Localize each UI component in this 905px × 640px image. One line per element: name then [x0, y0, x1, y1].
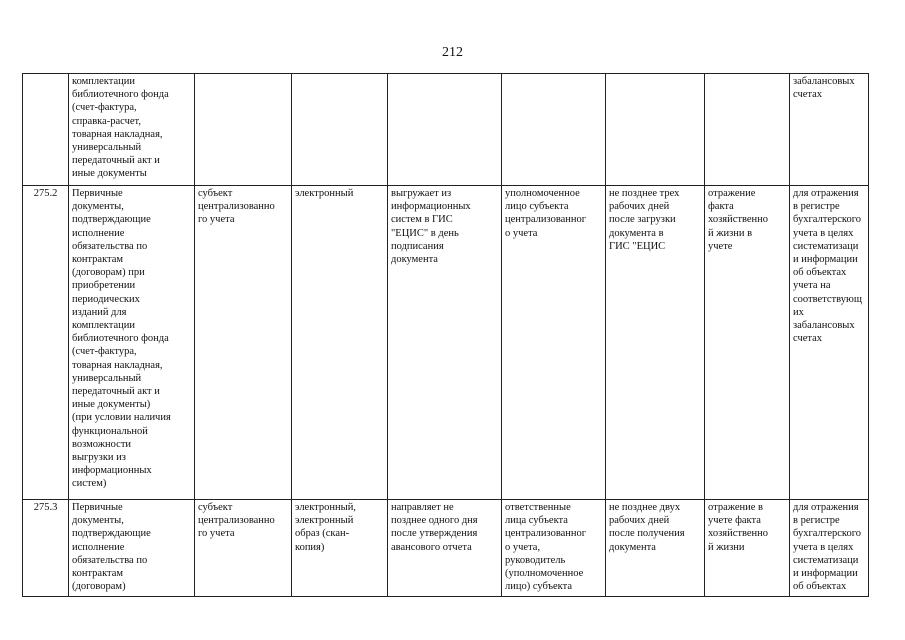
deadline-cell: не позднее трех рабочих дней после загрузки документа в ГИС "ЕЦИС: [606, 186, 705, 500]
responsible-cell: [502, 74, 606, 186]
page-number: 212: [442, 45, 463, 60]
responsible-cell: уполномоченное лицо субъекта централизованног о учета: [502, 186, 606, 500]
subject-cell: [195, 74, 292, 186]
format-cell: [292, 74, 388, 186]
deadline-cell: [606, 74, 705, 186]
note-cell: для отражения в регистре бухгалтерского учета в целях систематизаци и информации об объектах учета на соответствующ их забалансовых счетах: [790, 186, 869, 500]
subject-cell: субъект централизованно го учета: [195, 500, 292, 597]
row-number-cell: [23, 74, 69, 186]
responsible-cell: ответственные лица субъекта централизованног о учета, руководитель (уполномоченное лицо) субъекта: [502, 500, 606, 597]
table-row: [23, 186, 869, 500]
purpose-cell: отражение в учете факта хозяйственно й жизни: [705, 500, 790, 597]
deadline-cell: не позднее двух рабочих дней после получения документа: [606, 500, 705, 597]
row-number-cell: 275.3: [23, 500, 69, 597]
purpose-cell: отражение факта хозяйственно й жизни в учете: [705, 186, 790, 500]
format-cell: электронный, электронный образ (скан- копия): [292, 500, 388, 597]
procedure-cell: выгружает из информационных систем в ГИС "ЕЦИС" в день подписания документа: [388, 186, 502, 500]
format-cell: электронный: [292, 186, 388, 500]
note-cell: для отражения в регистре бухгалтерского учета в целях систематизаци и информации об объектах: [790, 500, 869, 597]
procedure-cell: [388, 74, 502, 186]
document-cell: Первичные документы, подтверждающие исполнение обязательства по контрактам (договорам) при приобретении периодических изданий для комплектации библиотечного фонда (счет-фактура, товарная накладная, универсальный передаточный акт и иные документы) (при условии наличия функциональной возможности выгрузки из информационных систем): [69, 186, 195, 500]
table-row: [23, 500, 869, 597]
note-cell: забалансовых счетах: [790, 74, 869, 186]
row-number-cell: 275.2: [23, 186, 69, 500]
purpose-cell: [705, 74, 790, 186]
document-cell: Первичные документы, подтверждающие исполнение обязательства по контрактам (договорам): [69, 500, 195, 597]
procedure-cell: направляет не позднее одного дня после утверждения авансового отчета: [388, 500, 502, 597]
table-row: [23, 74, 869, 186]
subject-cell: субъект централизованно го учета: [195, 186, 292, 500]
document-cell: комплектации библиотечного фонда (счет-фактура, справка-расчет, товарная накладная, универсальный передаточный акт и иные документы: [69, 74, 195, 186]
document-table: [22, 73, 869, 597]
